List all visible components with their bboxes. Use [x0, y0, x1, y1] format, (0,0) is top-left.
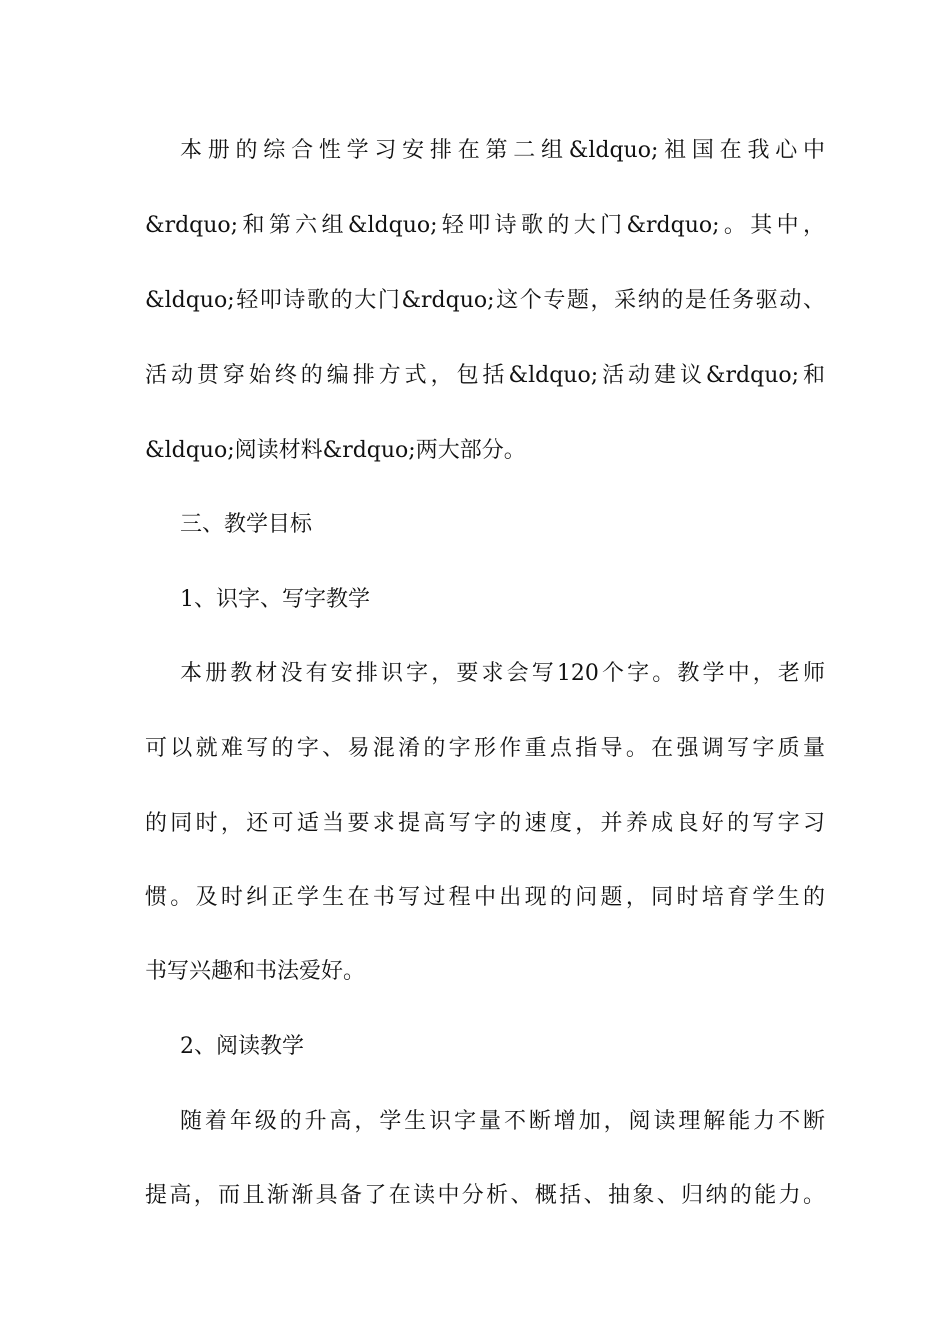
- section-heading: 三、教学目标: [180, 512, 313, 537]
- paragraph-line: 提高，而且渐渐具备了在读中分析、概括、抽象、归纳的能力。: [145, 1183, 825, 1208]
- paragraph-line: 可以就难写的字、易混淆的字形作重点指导。在强调写字质量: [145, 736, 825, 761]
- paragraph-line: 书写兴趣和书法爱好。: [145, 959, 366, 984]
- subsection-heading: 2、阅读教学: [180, 1034, 304, 1059]
- paragraph-line: &ldquo;阅读材料&rdquo;两大部分。: [145, 438, 526, 463]
- paragraph-line: 随着年级的升高，学生识字量不断增加，阅读理解能力不断: [180, 1109, 825, 1134]
- paragraph-line: &rdquo;和第六组&ldquo;轻叩诗歌的大门&rdquo;。其中，: [145, 213, 825, 238]
- paragraph-line: 的同时，还可适当要求提高写字的速度，并养成良好的写字习: [145, 811, 825, 836]
- subsection-heading: 1、识字、写字教学: [180, 587, 370, 612]
- paragraph-line: &ldquo;轻叩诗歌的大门&rdquo;这个专题，采纳的是任务驱动、: [145, 288, 825, 313]
- paragraph-line: 本册的综合性学习安排在第二组&ldquo;祖国在我心中: [180, 138, 825, 163]
- paragraph-line: 本册教材没有安排识字，要求会写120个字。教学中，老师: [180, 661, 825, 686]
- paragraph-line: 活动贯穿始终的编排方式，包括&ldquo;活动建议&rdquo;和: [145, 363, 825, 388]
- paragraph-line: 惯。及时纠正学生在书写过程中出现的问题，同时培育学生的: [145, 885, 825, 910]
